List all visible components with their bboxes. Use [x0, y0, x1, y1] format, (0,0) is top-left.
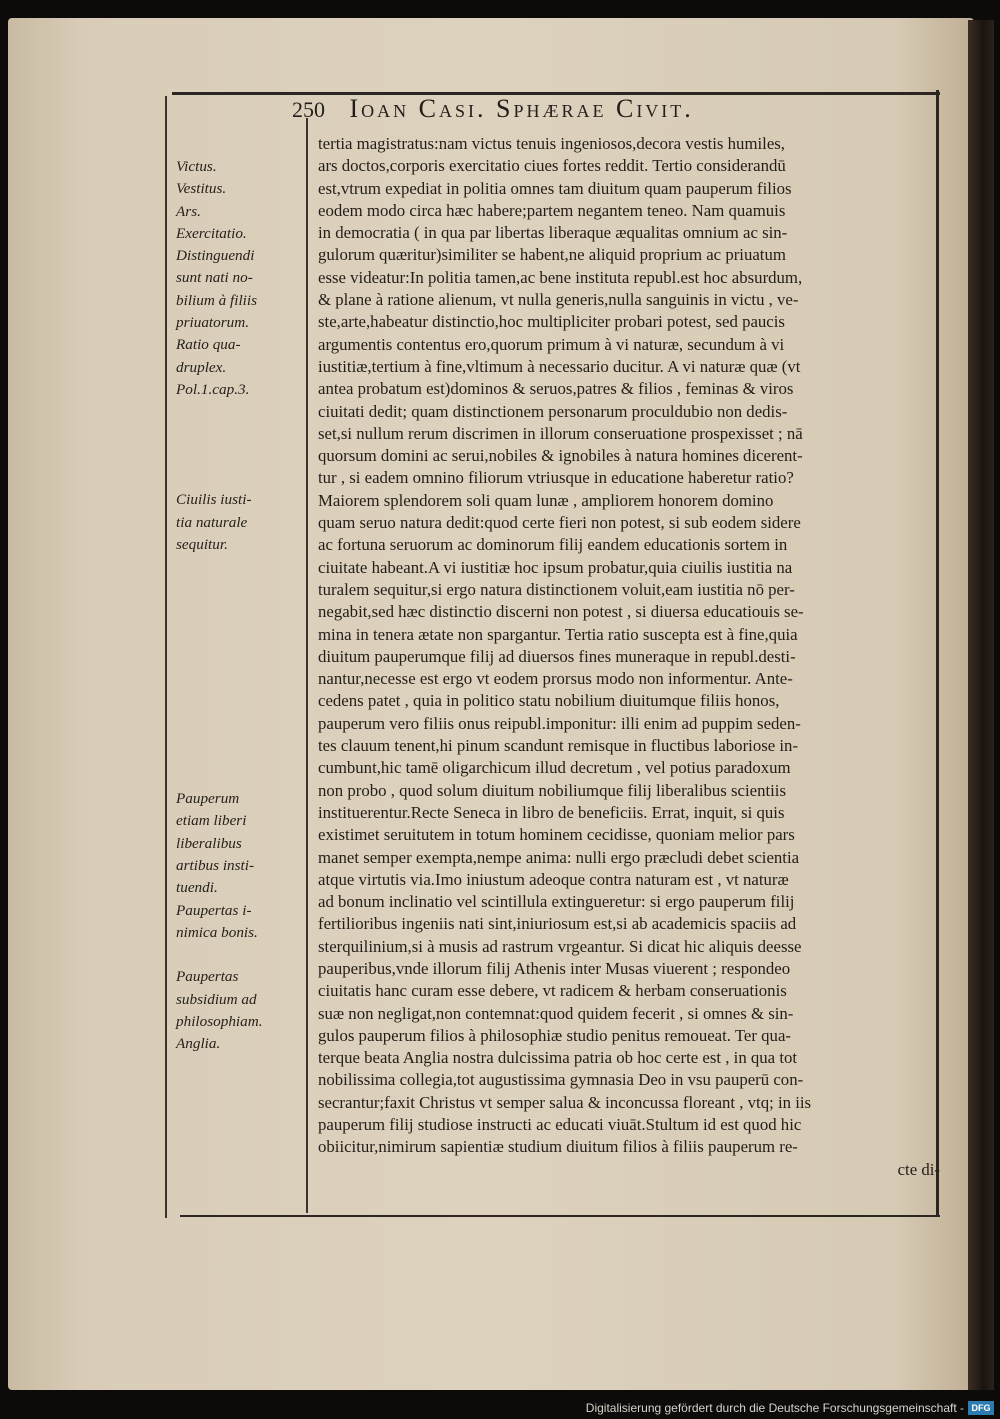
text-line: gulos pauperum filios à philosophiæ studio penitus remoueat. Ter qua-	[318, 1025, 791, 1045]
text-line: in democratia ( in qua par libertas liberaque æqualitas omnium ac sin-	[318, 223, 788, 243]
footer-bar	[0, 1397, 1000, 1419]
text-line: cte di-	[897, 1159, 940, 1179]
text-line: esse videatur:In politia tamen,ac bene instituta republ.est hoc absurdum,	[318, 267, 803, 287]
dfg-logo: DFG	[968, 1401, 994, 1415]
text-line: ciuitatis hanc curam esse debere, vt radicem & herbam conseruationis	[318, 981, 787, 1001]
text-line: ars doctos,corporis exercitatio ciues fortes reddit. Tertio considerandū	[318, 156, 786, 176]
text-line: pauperum filij studiose instructi ac educati viuāt.Stultum id est quod hic	[318, 1115, 802, 1135]
text-line: set,si nullum rerum discrimen in illorum conseruatione prospexisset ; nā	[318, 423, 803, 443]
text-line: atque virtutis via.Imo iniustum adeoque contra naturam est , vt naturæ	[318, 869, 789, 889]
text-line: iustitiæ,tertium à fine,vltimum à necessario ducitur. A vi naturæ quæ (vt	[318, 356, 801, 376]
text-line: instituerentur.Recte Seneca in libro de beneficiis. Errat, inquit, si quis	[318, 802, 785, 822]
margin-note: Paupertas subsidium ad philosophiam. Anglia.	[176, 968, 263, 1053]
text-line: sterquilinium,si à musis ad rastrum vrgeantur. Si dicat hic aliquis deesse	[318, 936, 802, 956]
text-line: gulorum quæritur)similiter se habent,ne aliquid proprium ac priuatum	[318, 245, 786, 265]
text-line: non probo , quod solum diuitum nobiliumque filij liberalibus scientiis	[318, 780, 786, 800]
bottom-rule	[180, 1215, 940, 1217]
text-line: ac fortuna seruorum ac dominorum filij eandem educationis sortem in	[318, 535, 788, 555]
text-line: diuitum pauperumque filij ad diuersos fines muneraque in republ.desti-	[318, 646, 796, 666]
margin-note: Victus. Vestitus. Ars. Exercitatio. Distinguendi sunt nati no- bilium à filiis priuatorum. Ratio qua- druplex. Pol.1.cap.3.	[176, 158, 258, 398]
text-line: secrantur;faxit Christus vt semper salua & inconcussa floreant , vtq; in iis	[318, 1092, 812, 1112]
text-line: suæ non negligat,non contemnat:quod quidem fecerit , si omnes & sin-	[318, 1003, 794, 1023]
text-line: cumbunt,hic tamē oligarchicum illud decretum , vel potius paradoxum	[318, 758, 791, 778]
running-title: Ioan Casi. Sphærae Civit.	[349, 94, 694, 123]
text-line: nantur,necesse est ergo vt eodem prorsus modo non informentur. Ante-	[318, 669, 793, 689]
text-line: argumentis contentus ero,quorum primum à vi naturæ, secundum à vi	[318, 334, 785, 354]
text-line: ciuitate habeant.A vi iustitiæ hoc ipsum probatur,quia ciuilis iustitia na	[318, 557, 793, 577]
text-line: est,vtrum expediat in politia omnes tam diuitum quam pauperum filios	[318, 178, 792, 198]
text-line: manet semper exempta,nempe anima: nulli ergo præcludi debet scientia	[318, 847, 800, 867]
text-line: tertia magistratus:nam victus tenuis ingeniosos,decora vestis humiles,	[318, 134, 785, 153]
text-line: antea probatum est)dominos & seruos,patres & filios , feminas & viros	[318, 379, 794, 399]
body-text	[318, 133, 940, 1181]
text-line: ad bonum inclinatio vel scintillula extingueretur: si ergo pauperum filij	[318, 892, 795, 912]
text-line: mina in tenera ætate non spargantur. Tertia ratio suscepta est à fine,quia	[318, 624, 798, 644]
text-line: ste,arte,habeatur distinctio,hoc multipliciter probari potest, sed paucis	[318, 312, 785, 332]
margin-inner-rule	[306, 118, 308, 1213]
text-line: fertilioribus ingeniis nati sint,iniuriosum est,si ab academicis spaciis ad	[318, 914, 797, 934]
text-line: cedens patet , quia in politico statu nobilium diuitumque filiis honos,	[318, 691, 780, 711]
text-line: quam seruo natura dedit:quod certe fieri non potest, si sub eodem sidere	[318, 513, 801, 533]
page-number: 250	[292, 97, 325, 122]
text-line: negabit,sed hæc distinctio discerni non potest , si diuersa educatiouis se-	[318, 602, 804, 622]
text-line: tes clauum tenent,hi pinum scandunt remisque in fluctibus laboriose in-	[318, 736, 799, 756]
margin-left-rule	[165, 96, 167, 1218]
text-line: pauperum vero filiis onus reipubl.imponitur: illi enim ad puppim seden-	[318, 713, 801, 733]
text-line: terque beata Anglia nostra dulcissima patria ob hoc certe est , in qua tot	[318, 1048, 798, 1068]
text-line: tur , si eadem omnino filiorum vtriusque in educatione haberetur ratio?	[318, 468, 794, 488]
text-line: nobilissima collegia,tot augustissima gymnasia Deo in vsu pauperū con-	[318, 1070, 804, 1090]
text-line: turalem sequitur,si ergo natura distinctionem voluit,eam iustitia nō per-	[318, 579, 795, 599]
margin-note: Ciuilis iusti- tia naturale sequitur.	[176, 491, 252, 553]
funding-credit: Digitalisierung gefördert durch die Deutsche Forschungsgemeinschaft -	[585, 1401, 964, 1415]
text-line: & plane à ratione alienum, vt nulla generis,nulla sanguinis in victu , ve-	[318, 290, 799, 310]
margin-notes	[176, 156, 304, 1055]
text-line: ciuitati dedit; quam distinctionem personarum proculdubio non dedis-	[318, 401, 788, 421]
text-line: existimet seruitutem in totum hominem cecidisse, quoniam melior pars	[318, 825, 795, 845]
margin-note: Pauperum etiam liberi liberalibus artibus insti- tuendi. Paupertas i- nimica bonis.	[176, 790, 258, 941]
book-binding-edge	[968, 20, 994, 1390]
text-line: quorsum domini ac serui,nobiles & ignobiles à natura homines dicerent-	[318, 446, 803, 466]
running-head	[292, 94, 932, 128]
text-line: obiicitur,nimirum sapientiæ studium diuitum filios à filiis pauperum re-	[318, 1137, 798, 1157]
text-line: eodem modo circa hæc habere;partem negantem teneo. Nam quamuis	[318, 200, 786, 220]
text-line: pauperibus,vnde illorum filij Athenis inter Musas viuerent ; respondeo	[318, 958, 791, 978]
text-line: Maiorem splendorem soli quam lunæ , ampliorem honorem domino	[318, 490, 774, 510]
